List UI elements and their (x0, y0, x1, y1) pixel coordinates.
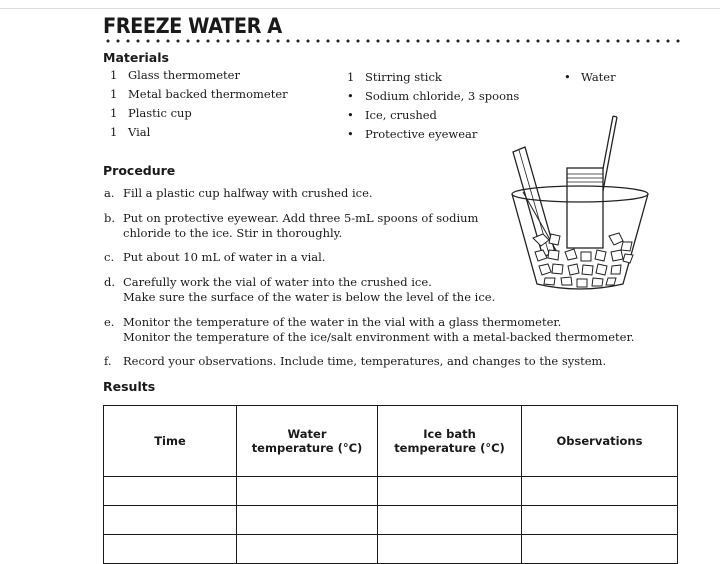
materials-item-label: Water (581, 70, 616, 84)
column-header-time: Time (104, 406, 237, 477)
materials-item: 1 (110, 87, 118, 101)
table-cell[interactable] (104, 506, 237, 535)
table-row (104, 506, 678, 535)
procedure-step-e: e. Monitor the temperature of the water in the vial with a glass thermometer. Monitor the temperature of the ice/salt environment with a metal-backed thermometer. (104, 315, 635, 344)
table-cell[interactable] (522, 477, 678, 506)
materials-item-label: Vial (128, 125, 151, 139)
table-cell[interactable] (378, 477, 522, 506)
column-header-water-temperature: Water temperature (°C) (237, 406, 378, 477)
materials-item: 1 (110, 68, 118, 82)
results-heading: Results (103, 379, 156, 394)
table-cell[interactable] (522, 506, 678, 535)
materials-bullet: • (564, 70, 571, 84)
table-cell[interactable] (522, 535, 678, 564)
procedure-step-b: b. Put on protective eyewear. Add three 5-mL spoons of sodium chloride to the ice. Stir in thoroughly. (104, 211, 479, 240)
ice-cup-illustration (505, 112, 675, 302)
column-header-ice-bath-temperature: Ice bath temperature (°C) (378, 406, 522, 477)
table-cell[interactable] (237, 535, 378, 564)
results-table (103, 405, 678, 564)
materials-bullet: • (347, 127, 354, 141)
materials-item-label: Sodium chloride, 3 spoons (365, 89, 520, 103)
vial-icon (567, 168, 603, 248)
table-cell[interactable] (104, 535, 237, 564)
procedure-heading: Procedure (103, 163, 176, 178)
materials-item-label: Glass thermometer (128, 68, 240, 82)
top-rule (0, 8, 720, 9)
procedure-step-a: a. Fill a plastic cup halfway with crushed ice. (104, 186, 373, 200)
materials-bullet: • (347, 108, 354, 122)
table-cell[interactable] (237, 477, 378, 506)
procedure-step-f: f. Record your observations. Include time, temperatures, and changes to the system. (104, 354, 607, 368)
page-title: FREEZE WATER A (103, 14, 282, 38)
table-row (104, 535, 678, 564)
table-row (104, 477, 678, 506)
table-header-row (104, 406, 678, 477)
materials-item: 1 (110, 106, 118, 120)
materials-item-label: Plastic cup (128, 106, 192, 120)
materials-heading: Materials (103, 50, 169, 65)
column-header-observations: Observations (522, 406, 678, 477)
procedure-step-d: d. Carefully work the vial of water into the crushed ice. Make sure the surface of the water is below the level of the ice. (104, 275, 496, 304)
materials-bullet: • (347, 89, 354, 103)
materials-item-label: Stirring stick (365, 70, 442, 84)
materials-item-label: Metal backed thermometer (128, 87, 288, 101)
table-cell[interactable] (237, 506, 378, 535)
materials-item: 1 (347, 70, 355, 84)
materials-item-label: Protective eyewear (365, 127, 478, 141)
materials-item-label: Ice, crushed (365, 108, 437, 122)
table-cell[interactable] (104, 477, 237, 506)
table-cell[interactable] (378, 506, 522, 535)
procedure-step-c: c. Put about 10 mL of water in a vial. (104, 250, 326, 264)
dotted-divider (103, 38, 683, 44)
materials-item: 1 (110, 125, 118, 139)
table-cell[interactable] (378, 535, 522, 564)
